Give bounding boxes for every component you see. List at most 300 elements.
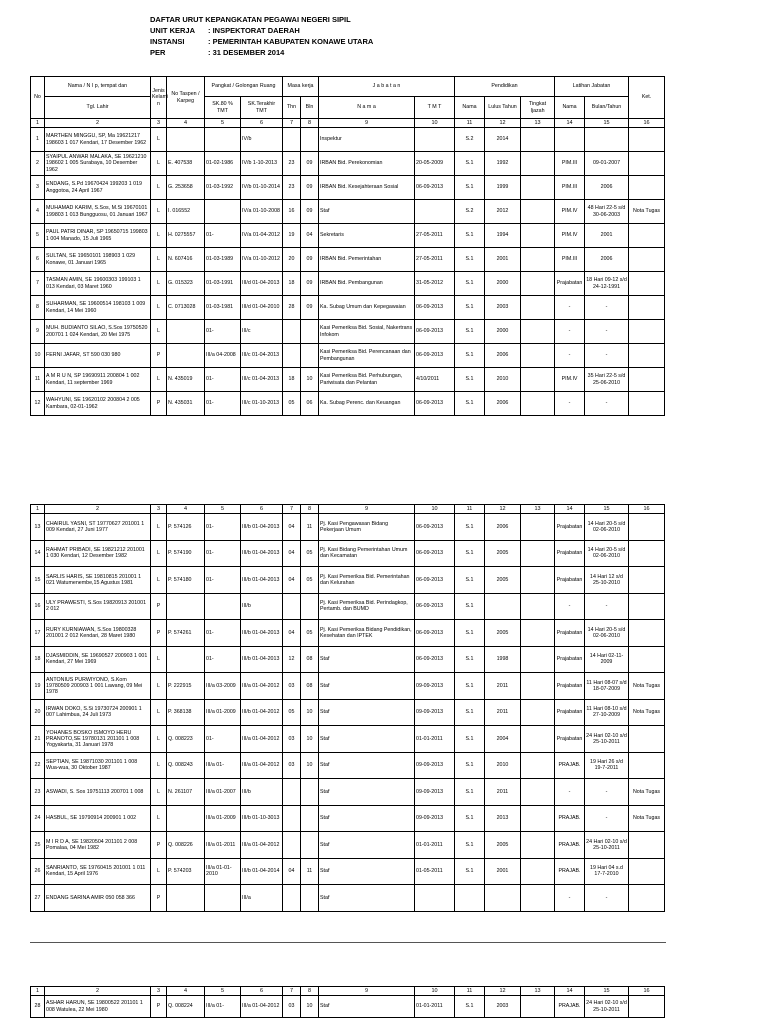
row-latihan-nama: - (555, 779, 585, 806)
row-no-taspen: Q. 008224 (167, 996, 205, 1018)
row-nama-nip: MUH. BUDIANTO SILAO, S.Sos 19750520 200701 1 024 Kendari, 20 Mei 1975 (45, 320, 151, 344)
column-index-cell: 8 (301, 505, 319, 514)
row-sk80: 01- (205, 392, 241, 416)
meta-unit-kerja (150, 25, 373, 36)
row-nama-nip: ANTONIUS PURWIYONO, S.Kom 19780509 200903 1 001 Lawang, 09 Mei 1978 (45, 673, 151, 700)
row-jabatan-nama: Ka. Subag Perenc. dan Keuangan (319, 392, 415, 416)
row-jenis-kelamin: L (151, 567, 167, 594)
row-jenis-kelamin: L (151, 152, 167, 176)
row-jabatan-tmt: 09-09-2013 (415, 752, 455, 779)
column-index-cell: 7 (283, 987, 301, 996)
row-masa-thn: 19 (283, 224, 301, 248)
row-tingkat-ijazah (521, 646, 555, 673)
row-jabatan-tmt: 09-09-2013 (415, 699, 455, 726)
row-jabatan-tmt: 27-05-2011 (415, 248, 455, 272)
row-nama-nip: M I R D A, SE 19820504 201101 2 008 Pomalaa, 04 Mei 1982 (45, 832, 151, 859)
row-pendidikan: S.1 (455, 272, 485, 296)
row-no-taspen: G. 253658 (167, 176, 205, 200)
row-masa-thn: 05 (283, 392, 301, 416)
row-jabatan-tmt: 01-05-2011 (415, 858, 455, 885)
row-no-taspen: Q. 008243 (167, 752, 205, 779)
employee-table-page-3 (30, 986, 665, 1018)
row-masa-bln: 11 (301, 858, 319, 885)
row-lulus-tahun: 2005 (485, 567, 521, 594)
row-masa-bln: 04 (301, 224, 319, 248)
row-jenis-kelamin: L (151, 514, 167, 541)
table-row (31, 620, 665, 647)
row-latihan-bulan: 14 Hari 20-5 s/d 02-06-2010 (585, 540, 629, 567)
row-sk80: III/a 01- (205, 752, 241, 779)
row-lulus-tahun: 2003 (485, 296, 521, 320)
col-header-no: No (31, 77, 45, 119)
row-jenis-kelamin: L (151, 779, 167, 806)
row-lulus-tahun: 2006 (485, 514, 521, 541)
row-pendidikan: S.1 (455, 368, 485, 392)
row-ket (629, 858, 665, 885)
row-jenis-kelamin: L (151, 128, 167, 152)
row-nama-nip: PAUL PATRI DINAR, SP 19650715 199803 1 004 Manado, 15 Juli 1965 (45, 224, 151, 248)
row-pendidikan: S.1 (455, 779, 485, 806)
col-header-latihan-bulan: Bulan/Tahun (585, 97, 629, 119)
row-no-taspen: N. 261107 (167, 779, 205, 806)
row-no-taspen (167, 593, 205, 620)
row-jabatan-nama: Kasi Pemeriksa Bid. Sosial, Nakertrans Infokom (319, 320, 415, 344)
row-no: 5 (31, 224, 45, 248)
row-jabatan-tmt: 06-09-2013 (415, 620, 455, 647)
column-index-cell: 2 (45, 119, 151, 128)
row-no-taspen: Q. 008226 (167, 832, 205, 859)
row-masa-thn: 04 (283, 620, 301, 647)
column-index-cell: 2 (45, 987, 151, 996)
row-no: 26 (31, 858, 45, 885)
row-no-taspen: I. 016552 (167, 200, 205, 224)
row-sk80: 01- (205, 726, 241, 753)
column-index-cell: 11 (455, 119, 485, 128)
row-nama-nip: SANRIANTO, SE 19760415 201001 1 011 Kendari, 15 April 1976 (45, 858, 151, 885)
table-row (31, 858, 665, 885)
page-separator (30, 942, 666, 943)
row-jabatan-tmt: 06-09-2013 (415, 320, 455, 344)
row-no: 9 (31, 320, 45, 344)
row-latihan-bulan: 14 Hari 12 s/d 25-10-2010 (585, 567, 629, 594)
row-sk-terakhir: III/a 01-04-2012 (241, 832, 283, 859)
row-tingkat-ijazah (521, 248, 555, 272)
row-latihan-bulan: 24 Hari 02-10 s/d 25-10-2011 (585, 832, 629, 859)
row-masa-bln (301, 805, 319, 832)
row-masa-bln: 10 (301, 752, 319, 779)
row-pendidikan: S.1 (455, 514, 485, 541)
row-latihan-bulan: 14 Hari 20-5 s/d 02-06-2010 (585, 620, 629, 647)
row-sk-terakhir: IV/a 01-04-2012 (241, 224, 283, 248)
row-lulus-tahun: 2014 (485, 128, 521, 152)
row-masa-thn: 18 (283, 272, 301, 296)
column-index-cell: 10 (415, 987, 455, 996)
column-index-cell: 2 (45, 505, 151, 514)
row-jabatan-nama: Pj. Kasi Pengawasan Bidang Pekerjaan Umum (319, 514, 415, 541)
row-masa-bln: 06 (301, 392, 319, 416)
table-row (31, 832, 665, 859)
row-pendidikan: S.1 (455, 593, 485, 620)
column-index-cell: 4 (167, 119, 205, 128)
row-pendidikan: S.1 (455, 805, 485, 832)
row-masa-bln (301, 320, 319, 344)
column-index-cell: 16 (629, 119, 665, 128)
row-masa-thn: 05 (283, 699, 301, 726)
row-latihan-bulan: - (585, 344, 629, 368)
column-index-cell: 13 (521, 987, 555, 996)
column-index-cell: 16 (629, 505, 665, 514)
row-sk80: 01-03-1981 (205, 296, 241, 320)
row-latihan-bulan: 24 Hari 02-10 s/d 25-10-2011 (585, 726, 629, 753)
column-index-cell: 6 (241, 505, 283, 514)
row-masa-bln: 10 (301, 996, 319, 1018)
row-jabatan-nama: Ka. Subag Umum dan Kepegawaian (319, 296, 415, 320)
row-latihan-nama: PIM.III (555, 176, 585, 200)
row-no: 19 (31, 673, 45, 700)
row-no: 18 (31, 646, 45, 673)
row-jabatan-nama: Staf (319, 832, 415, 859)
row-nama-nip: SULTAN, SE 19650101 198903 1 029 Konawe, 01 Januari 1965 (45, 248, 151, 272)
row-jenis-kelamin: L (151, 673, 167, 700)
row-jabatan-tmt: 09-09-2013 (415, 805, 455, 832)
column-index-cell: 6 (241, 987, 283, 996)
row-masa-thn (283, 344, 301, 368)
row-jabatan-nama: Sekretaris (319, 224, 415, 248)
row-jabatan-tmt: 20-05-2009 (415, 152, 455, 176)
row-jabatan-nama: Staf (319, 752, 415, 779)
row-jabatan-tmt: 06-09-2013 (415, 540, 455, 567)
row-ket (629, 620, 665, 647)
row-pendidikan: S.1 (455, 699, 485, 726)
row-ket (629, 392, 665, 416)
row-nama-nip: YOHANES BOSKO ISMOYO HERU PRANOTO,SE 19780131 201101 1 008 Yogyakarta, 31 Januari 1978 (45, 726, 151, 753)
column-index-cell: 1 (31, 119, 45, 128)
column-index-row (31, 987, 665, 996)
row-tingkat-ijazah (521, 176, 555, 200)
row-no-taspen: P. 574261 (167, 620, 205, 647)
row-no: 8 (31, 296, 45, 320)
row-sk80 (205, 885, 241, 912)
row-tingkat-ijazah (521, 128, 555, 152)
meta-instansi (150, 36, 373, 47)
row-sk80: III/a 03-2009 (205, 673, 241, 700)
row-sk-terakhir: III/b (241, 779, 283, 806)
row-nama-nip: SEPTIAN, SE 19871030 201101 1 008 Wua-wua, 30 Oktober 1987 (45, 752, 151, 779)
row-masa-thn: 04 (283, 567, 301, 594)
row-nama-nip: IRWAN DOKO, S.Si 19730724 200901 1 007 Lahimbua, 24 Juli 1973 (45, 699, 151, 726)
row-tingkat-ijazah (521, 699, 555, 726)
row-sk-terakhir: III/d 01-04-2010 (241, 296, 283, 320)
row-masa-bln: 10 (301, 368, 319, 392)
row-masa-bln: 09 (301, 296, 319, 320)
row-lulus-tahun: 2005 (485, 620, 521, 647)
row-masa-bln: 09 (301, 176, 319, 200)
row-ket (629, 567, 665, 594)
row-tingkat-ijazah (521, 779, 555, 806)
table-row (31, 128, 665, 152)
column-index-cell: 9 (319, 505, 415, 514)
row-masa-thn: 03 (283, 752, 301, 779)
row-no: 13 (31, 514, 45, 541)
row-latihan-bulan: - (585, 296, 629, 320)
row-tingkat-ijazah (521, 832, 555, 859)
row-latihan-bulan: - (585, 779, 629, 806)
row-sk-terakhir: III/c (241, 320, 283, 344)
row-sk80: 01- (205, 567, 241, 594)
row-lulus-tahun: 2006 (485, 392, 521, 416)
col-header-jabatan: J a b a t a n (319, 77, 455, 97)
row-jabatan-nama: Kasi Pemeriksa Bid. Perencanaan dan Pembangunan (319, 344, 415, 368)
tmt-label: TMT (256, 107, 267, 114)
row-jabatan-nama: Staf (319, 673, 415, 700)
row-latihan-nama: PRAJAB. (555, 832, 585, 859)
col-header-pendidikan: Pendidikan (455, 77, 555, 97)
row-jenis-kelamin: L (151, 752, 167, 779)
row-no-taspen: P. 574190 (167, 540, 205, 567)
row-latihan-nama: Prajabatan (555, 272, 585, 296)
column-index-cell: 15 (585, 119, 629, 128)
row-jabatan-nama: Staf (319, 805, 415, 832)
row-latihan-bulan: - (585, 320, 629, 344)
row-masa-bln (301, 593, 319, 620)
row-latihan-nama: - (555, 296, 585, 320)
table-row (31, 392, 665, 416)
row-tingkat-ijazah (521, 540, 555, 567)
column-index-cell: 11 (455, 987, 485, 996)
row-tingkat-ijazah (521, 224, 555, 248)
row-jabatan-tmt: 06-09-2013 (415, 514, 455, 541)
table-row (31, 368, 665, 392)
row-ket (629, 832, 665, 859)
col-header-tgl-lahir: Tgl. Lahir (45, 97, 151, 119)
row-tingkat-ijazah (521, 726, 555, 753)
row-latihan-nama: Prajabatan (555, 620, 585, 647)
column-index-cell: 5 (205, 505, 241, 514)
row-tingkat-ijazah (521, 200, 555, 224)
row-jabatan-nama: IRBAN Bid. Kesejahteraan Sosial (319, 176, 415, 200)
row-masa-bln: 08 (301, 646, 319, 673)
row-tingkat-ijazah (521, 514, 555, 541)
row-masa-bln: 09 (301, 200, 319, 224)
meta-value: : INSPEKTORAT DAERAH (208, 26, 300, 35)
row-tingkat-ijazah (521, 152, 555, 176)
row-nama-nip: CHAIRUL YASNI, ST 19770627 201001 1 009 Kendari, 27 Juni 1977 (45, 514, 151, 541)
tmt-label: TMT (217, 107, 228, 114)
row-no-taspen: P. 574180 (167, 567, 205, 594)
table-body (31, 119, 665, 416)
column-index-cell: 4 (167, 505, 205, 514)
row-sk80 (205, 128, 241, 152)
row-sk-terakhir: III/b 01-04-2013 (241, 514, 283, 541)
row-pendidikan: S.1 (455, 296, 485, 320)
row-nama-nip: TASMAN AMIN, SE 19600303 199103 1 013 Kendari, 03 Maret 1960 (45, 272, 151, 296)
row-tingkat-ijazah (521, 593, 555, 620)
row-no-taspen: P. 574203 (167, 858, 205, 885)
row-ket: Nota Tugas (629, 673, 665, 700)
row-jabatan-nama: Staf (319, 858, 415, 885)
row-tingkat-ijazah (521, 320, 555, 344)
row-jabatan-tmt: 06-09-2013 (415, 176, 455, 200)
row-latihan-bulan: - (585, 805, 629, 832)
row-latihan-nama: Prajabatan (555, 540, 585, 567)
row-jabatan-tmt: 06-09-2013 (415, 392, 455, 416)
document-title: DAFTAR URUT KEPANGKATAN PEGAWAI NEGERI SIPIL (150, 15, 351, 24)
row-sk80: 01-03-1991 (205, 272, 241, 296)
row-latihan-bulan: 14 Hari 02-11-2009 (585, 646, 629, 673)
row-sk-terakhir: III/b 01-10-3013 (241, 805, 283, 832)
column-index-cell: 7 (283, 119, 301, 128)
row-jenis-kelamin: L (151, 272, 167, 296)
row-no-taspen: H. 0275557 (167, 224, 205, 248)
row-jabatan-nama: IRBAN Bid. Pembangunan (319, 272, 415, 296)
col-header-latihan-nama: Nama (555, 97, 585, 119)
row-ket (629, 368, 665, 392)
column-index-cell: 12 (485, 119, 521, 128)
row-jabatan-tmt: 09-09-2013 (415, 673, 455, 700)
row-ket (629, 996, 665, 1018)
row-pendidikan: S.1 (455, 646, 485, 673)
row-sk80: III/a 01-01-2010 (205, 858, 241, 885)
row-no: 15 (31, 567, 45, 594)
row-masa-bln: 09 (301, 152, 319, 176)
document-header (150, 14, 373, 58)
row-sk-terakhir: III/b 01-04-2013 (241, 540, 283, 567)
row-masa-bln: 09 (301, 248, 319, 272)
column-index-cell: 5 (205, 119, 241, 128)
row-jabatan-tmt: 01-01-2011 (415, 726, 455, 753)
row-jenis-kelamin: P (151, 832, 167, 859)
row-no-taspen: C. 0713028 (167, 296, 205, 320)
row-jabatan-nama: Pj. Kasi Pemeriksa Bid. Perindagkop, Pertamb. dan BUMD (319, 593, 415, 620)
row-nama-nip: FERNI JAFAR, ST 590 030 980 (45, 344, 151, 368)
row-ket (629, 296, 665, 320)
row-jabatan-nama: Staf (319, 726, 415, 753)
row-no: 17 (31, 620, 45, 647)
row-lulus-tahun: 2006 (485, 344, 521, 368)
row-nama-nip: SARLIS HARIS, SE 19810815 201001 1 021 Watumenembe,15 Agustus 1981 (45, 567, 151, 594)
table-row (31, 152, 665, 176)
table-row (31, 779, 665, 806)
col-header-jabatan-nama: N a m a (319, 97, 415, 119)
row-no-taspen (167, 344, 205, 368)
row-latihan-bulan: 2006 (585, 176, 629, 200)
row-jenis-kelamin: L (151, 858, 167, 885)
row-ket (629, 540, 665, 567)
row-lulus-tahun: 2010 (485, 368, 521, 392)
row-jabatan-tmt (415, 200, 455, 224)
row-pendidikan: S.2 (455, 128, 485, 152)
row-jabatan-nama: Pj. Kasi Pemeriksa Bid. Pemerintahan dan Kelurahan (319, 567, 415, 594)
row-pendidikan: S.1 (455, 726, 485, 753)
row-pendidikan (455, 885, 485, 912)
row-lulus-tahun: 1999 (485, 176, 521, 200)
row-lulus-tahun: 2000 (485, 272, 521, 296)
column-index-cell: 12 (485, 505, 521, 514)
row-nama-nip: ASHAR HARUN, SE 19800522 201101 1 008 Watulea, 22 Mei 1980 (45, 996, 151, 1018)
table-row (31, 567, 665, 594)
row-no: 27 (31, 885, 45, 912)
row-sk-terakhir: IV/a 01-10-2008 (241, 200, 283, 224)
row-masa-thn: 12 (283, 646, 301, 673)
row-masa-bln: 09 (301, 272, 319, 296)
col-header-nama-nip: Nama / N I p, tempat dan (45, 77, 151, 97)
row-nama-nip: HASBUL, SE 19790914 200901 1 002 (45, 805, 151, 832)
sk-terakhir-label: SK.Terakhir (247, 101, 276, 108)
row-jenis-kelamin: L (151, 805, 167, 832)
row-no-taspen: P. 574126 (167, 514, 205, 541)
row-jabatan-nama: Pj. Kasi Pemeriksa Bidang Pendidikan, Kesehatan dan IPTEK (319, 620, 415, 647)
row-latihan-bulan (585, 128, 629, 152)
column-index-cell: 14 (555, 987, 585, 996)
row-jenis-kelamin: P (151, 344, 167, 368)
row-lulus-tahun: 2011 (485, 699, 521, 726)
row-pendidikan: S.1 (455, 540, 485, 567)
row-sk80: III/a 04-2008 (205, 344, 241, 368)
row-nama-nip: DJASMIDDIN, SE 19690527 200903 1 001 Kendari, 27 Mei 1969 (45, 646, 151, 673)
table-body (31, 505, 665, 912)
row-sk-terakhir: III/d 01-04-2013 (241, 272, 283, 296)
row-no: 22 (31, 752, 45, 779)
row-pendidikan: S.1 (455, 620, 485, 647)
col-header-sk80 (205, 97, 241, 119)
row-jabatan-tmt: 06-09-2013 (415, 646, 455, 673)
row-tingkat-ijazah (521, 344, 555, 368)
row-sk80: 01-03-1989 (205, 248, 241, 272)
row-latihan-bulan: - (585, 392, 629, 416)
row-jabatan-nama: Kasi Pemeriksa Bid. Perhubungan, Pariwisata dan Pelantan (319, 368, 415, 392)
row-lulus-tahun: 2000 (485, 320, 521, 344)
row-lulus-tahun: 2001 (485, 248, 521, 272)
column-index-cell: 11 (455, 505, 485, 514)
row-latihan-nama: Prajabatan (555, 726, 585, 753)
row-nama-nip: ULY PRAWESTI, S.Sos 19820913 201001 2 012 (45, 593, 151, 620)
row-no-taspen: N. 607416 (167, 248, 205, 272)
row-masa-thn (283, 128, 301, 152)
row-jabatan-nama: IRBAN Bid. Pemerintahan (319, 248, 415, 272)
row-tingkat-ijazah (521, 858, 555, 885)
row-masa-thn (283, 832, 301, 859)
row-no-taspen (167, 646, 205, 673)
row-jabatan-nama: Pj. Kasi Bidang Pemerintahan Umum dan Kecamatan (319, 540, 415, 567)
row-jabatan-nama: Staf (319, 996, 415, 1018)
row-jabatan-tmt: 4/10/2011 (415, 368, 455, 392)
col-header-pendidikan-nama: Nama (455, 97, 485, 119)
table-row (31, 540, 665, 567)
row-no: 14 (31, 540, 45, 567)
col-header-bln: Bln (301, 97, 319, 119)
row-masa-thn: 03 (283, 726, 301, 753)
row-sk-terakhir: III/a (241, 885, 283, 912)
row-masa-thn: 04 (283, 514, 301, 541)
row-sk80: III/a 01-2011 (205, 832, 241, 859)
row-pendidikan: S.1 (455, 248, 485, 272)
row-sk-terakhir: IV/b 01-10-2014 (241, 176, 283, 200)
row-masa-thn (283, 779, 301, 806)
row-ket (629, 514, 665, 541)
row-jabatan-tmt (415, 128, 455, 152)
col-header-pangkat: Pangkat / Golongan Ruang (205, 77, 283, 97)
row-sk-terakhir: III/c 01-04-2013 (241, 344, 283, 368)
row-latihan-nama (555, 128, 585, 152)
row-tingkat-ijazah (521, 620, 555, 647)
row-latihan-bulan: 19 Hari 04 s.d 17-7-2010 (585, 858, 629, 885)
col-header-tingkat-ijazah: Tingkat Ijazah (521, 97, 555, 119)
row-no: 3 (31, 176, 45, 200)
row-masa-thn (283, 885, 301, 912)
row-sk-terakhir: III/b 01-04-2012 (241, 699, 283, 726)
row-sk-terakhir: III/c 01-10-2013 (241, 392, 283, 416)
table-row (31, 224, 665, 248)
